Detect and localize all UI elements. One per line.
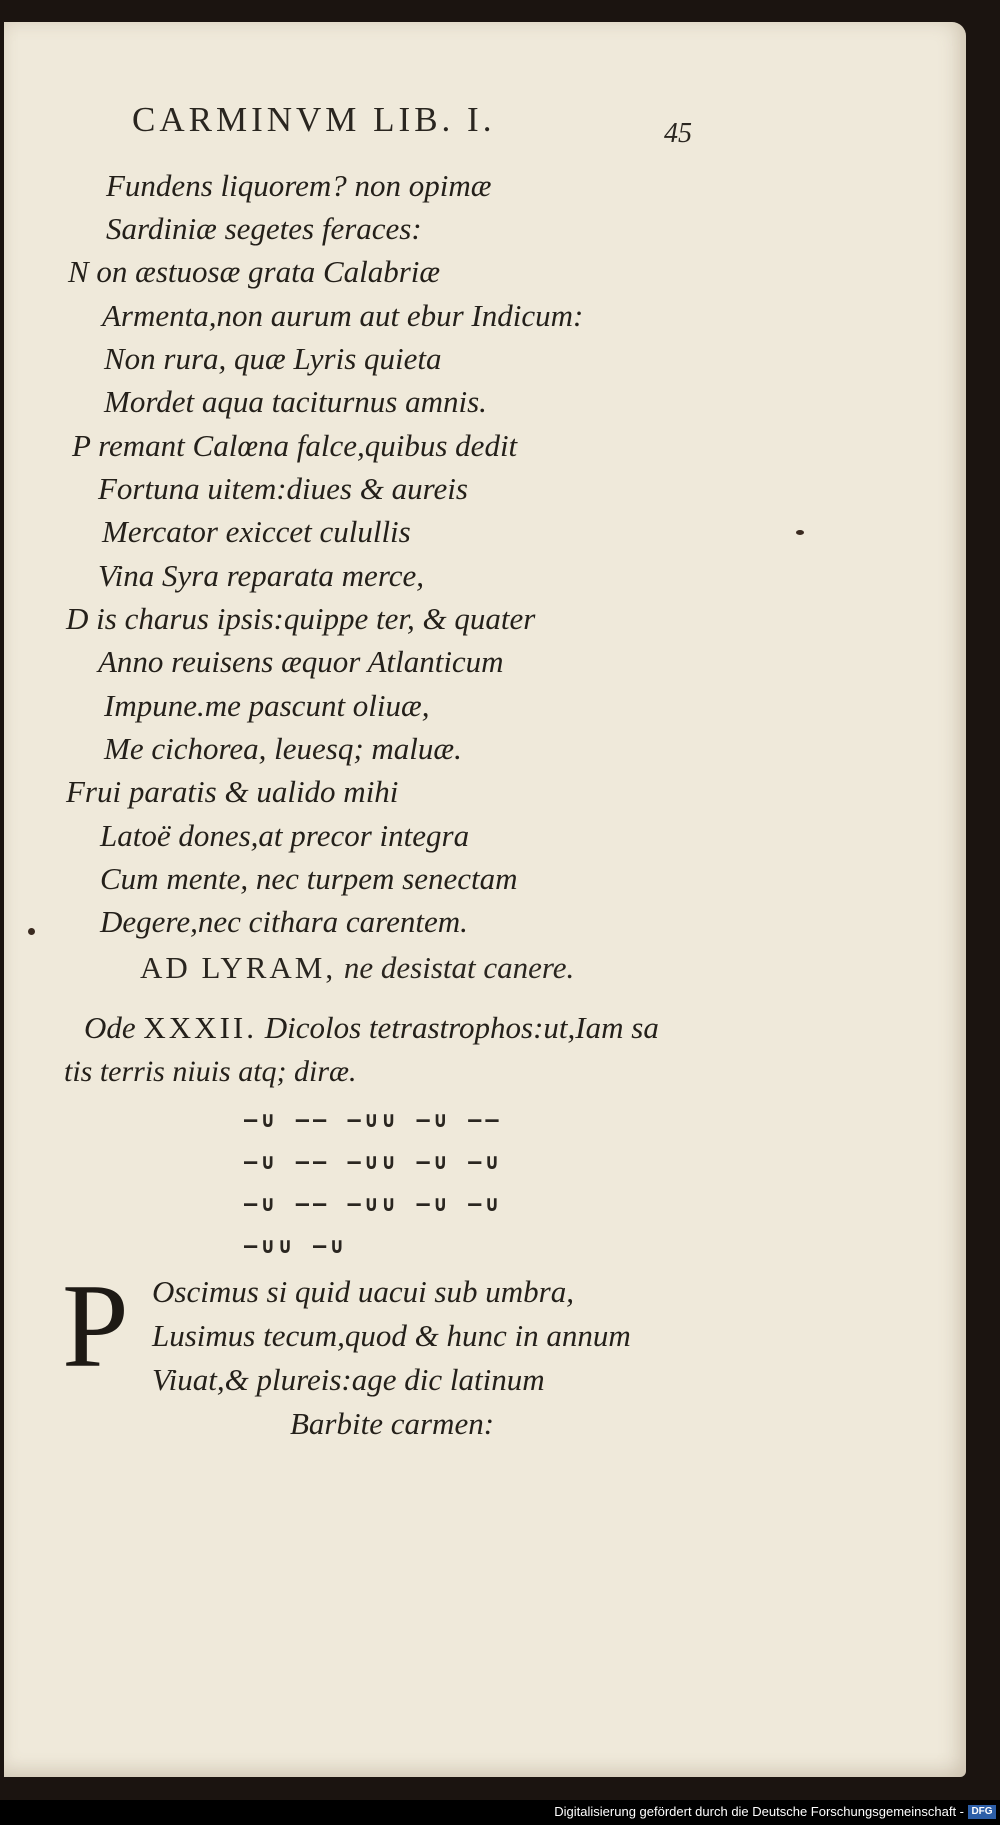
meter-line: –∪ –– –∪∪ –∪ –– xyxy=(244,1108,503,1133)
ode-description-cont: tis terris niuis atq; diræ. xyxy=(64,1055,357,1088)
ode-title-italic: ne desistat canere. xyxy=(343,950,575,985)
ode-title-caps: AD LYRAM, xyxy=(140,950,337,985)
page-number: 45 xyxy=(664,118,692,149)
verse-line: Anno reuisens æquor Atlanticum xyxy=(98,644,504,679)
verse-line: Fortuna uitem:diues & aureis xyxy=(98,471,468,506)
verse-line: Cum mente, nec turpem senectam xyxy=(100,861,518,896)
verse-line: Sardiniæ segetes feraces: xyxy=(106,211,422,246)
verse-line: Impune.me pascunt oliuæ, xyxy=(104,688,430,723)
poem-line: Oscimus si quid uacui sub umbra, xyxy=(152,1274,574,1309)
running-title: CARMINVM LIB. I. xyxy=(132,100,496,139)
ink-speck xyxy=(796,530,804,535)
dfg-logo-icon: DFG xyxy=(968,1805,996,1819)
poem-line: Lusimus tecum,quod & hunc in annum xyxy=(152,1318,631,1353)
verse-line: Armenta,non aurum aut ebur Indicum: xyxy=(102,298,584,333)
meter-line: –∪∪ –∪ xyxy=(244,1234,348,1259)
verse-line: N on æstuosæ grata Calabriæ xyxy=(68,254,441,289)
verse-line: Me cichorea, leuesq; maluæ. xyxy=(104,731,462,766)
poem-line: Viuat,& plureis:age dic latinum xyxy=(152,1362,545,1397)
verse-line: D is charus ipsis:quippe ter, & quater xyxy=(66,601,536,636)
ode-description: Dicolos tetrastrophos:ut,Iam sa xyxy=(264,1010,659,1045)
verse-line: Non rura, quæ Lyris quieta xyxy=(104,341,442,376)
verse-line: Latoë dones,at precor integra xyxy=(100,818,470,853)
ink-speck xyxy=(28,928,35,935)
verse-line: Mercator exiccet culullis xyxy=(102,514,411,549)
ode-numeral: XXXII. xyxy=(143,1010,257,1045)
meter-line: –∪ –– –∪∪ –∪ –∪ xyxy=(244,1192,503,1217)
drop-cap: P xyxy=(62,1259,129,1392)
verse-line: Degere,nec cithara carentem. xyxy=(100,904,468,939)
footer-credit: Digitalisierung gefördert durch die Deutsche Forschungsgemeinschaft - xyxy=(554,1804,964,1819)
meter-line: –∪ –– –∪∪ –∪ –∪ xyxy=(244,1150,503,1175)
ode-title xyxy=(140,950,574,986)
verse-line: P remant Calœna falce,quibus dedit xyxy=(72,428,518,463)
verse-line: Frui paratis & ualido mihi xyxy=(66,774,399,809)
ode-heading xyxy=(84,1010,659,1046)
ode-lead: Ode xyxy=(84,1010,136,1045)
poem-line: Barbite carmen: xyxy=(290,1406,495,1441)
verse-line: Mordet aqua taciturnus amnis. xyxy=(104,384,487,419)
verse-line: Vina Syra reparata merce, xyxy=(98,558,424,593)
verse-line: Fundens liquorem? non opimæ xyxy=(106,168,492,203)
